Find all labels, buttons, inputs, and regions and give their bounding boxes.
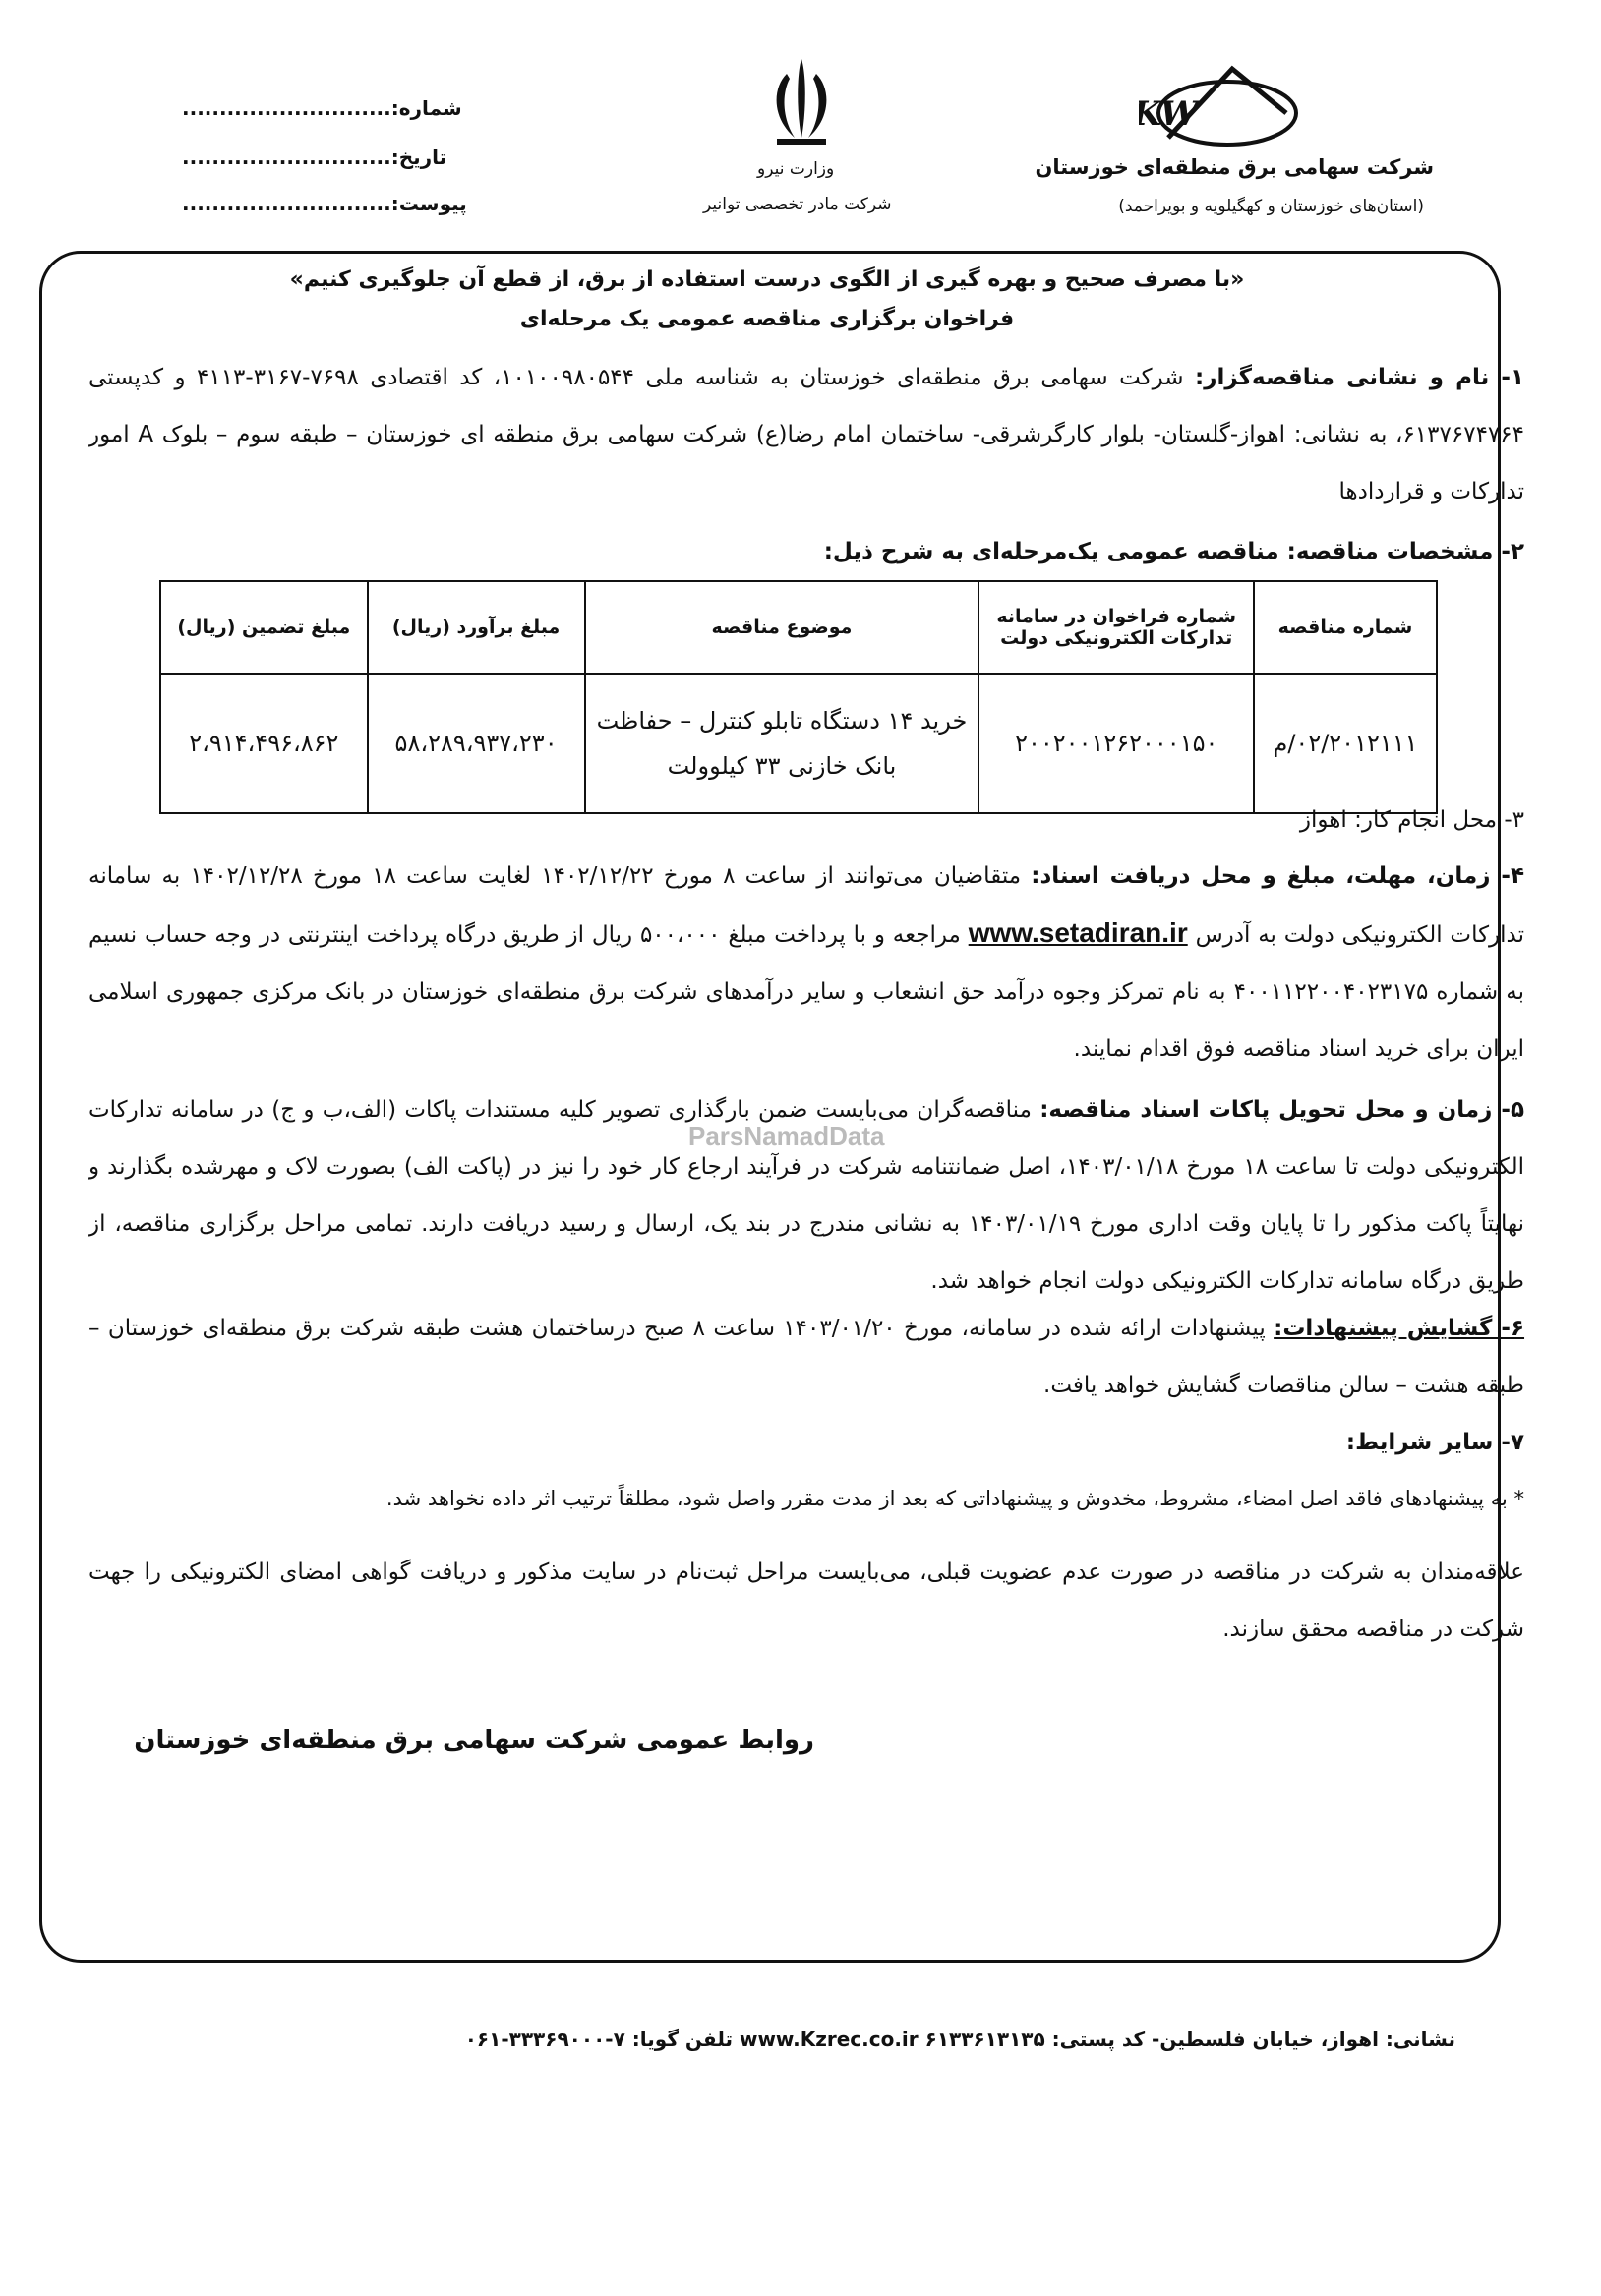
company-region: (استان‌های خوزستان و کهگیلویه و بویراحمد): [1118, 197, 1424, 216]
section-2: ۲- مشخصات مناقصه: مناقصه عمومی یک‌مرحله‌ای به شرح ذیل:: [823, 539, 1524, 564]
section-5-label: ۵- زمان و محل تحویل پاکات اسناد مناقصه:: [1039, 1097, 1524, 1123]
cell-call-number: ۲۰۰۲۰۰۱۲۶۲۰۰۰۱۵۰: [978, 674, 1254, 813]
emblem-icon: [757, 54, 846, 147]
col-guarantee: مبلغ تضمین (ریال): [160, 581, 368, 674]
slogan: «با مصرف صحیح و بهره گیری از الگوی درست استفاده از برق، از قطع آن جلوگیری کنیم»: [289, 267, 1245, 292]
setadiran-link[interactable]: www.setadiran.ir: [968, 917, 1188, 948]
section-4-label: ۴- زمان، مهلت، مبلغ و محل دریافت اسناد:: [1031, 863, 1525, 889]
section-6-text: پیشنهادات ارائه شده در سامانه، مورخ ۱۴۰۳/۰۱/۲۰ ساعت ۸ صبح درساختمان هشت طبقه شرکت برق منطقه‌ای خوزستان – طبقه هشت – سالن مناقصات گشایش خواهد یافت.: [89, 1316, 1524, 1398]
section-1-text: شرکت سهامی برق منطقه‌ای خوزستان به شناسه ملی ۱۰۱۰۰۹۸۰۵۴۴، کد اقتصادی ۷۶۹۸-۳۱۶۷-۴۱۱۳ و کدپستی ۶۱۳۷۶۷۴۷۶۴، به نشانی: اهواز-گلستان- بلوار کارگرشرقی- ساختمان امام رضا(ع) شرکت سهامی برق منطقه ای خوزستان – طبقه سوم – بلوک A امور تدارکات و قراردادها: [89, 365, 1524, 504]
svg-text:KW: KW: [1139, 94, 1198, 134]
parent-company: شرکت مادر تخصصی توانیر: [703, 195, 892, 214]
section-7-label: ۷- سایر شرایط:: [1345, 1430, 1524, 1455]
company-logo: [1139, 54, 1316, 162]
cell-estimate: ۵۸،۲۸۹،۹۳۷،۲۳۰: [368, 674, 585, 813]
section-5: [89, 1082, 1524, 1310]
company-name: شرکت سهامی برق منطقه‌ای خوزستان: [1035, 155, 1434, 179]
kzrec-logo-icon: [1139, 54, 1316, 162]
watermark: ParsNamadData: [688, 1121, 885, 1150]
section-6: [89, 1300, 1524, 1414]
section-5-text: مناقصه‌گران می‌بایست ضمن بارگذاری تصویر کلیه مستندات پاکات (الف،ب و ج) در سامانه تدارکات الکترونیکی دولت تا ساعت ۱۸ مورخ ۱۴۰۳/۰۱/۱۸، اصل ضمانتنامه شرکت در فرآیند ارجاع کار خود را نیز در (پاکت الف) بصورت لاک و مهرشده بگذارند و نهایتاً پاکت مذکور را تا پایان وقت اداری مورخ ۱۴۰۳/۰۱/۱۹ به نشانی مندرج در بند یک، ارسال و رسید دریافت دارند. تمامی مراحل برگزاری مناقصه، از طریق درگاه سامانه تدارکات الکترونیکی دولت انجام خواهد شد.: [89, 1097, 1525, 1294]
iran-emblem: [757, 54, 846, 147]
attachment-field: پیوست:............................: [182, 192, 467, 215]
tender-table: [159, 580, 1438, 814]
section-4-text-a: متقاضیان می‌توانند از ساعت ۸ مورخ ۱۴۰۲/۱۲/۲۲ لغایت ساعت ۱۸ مورخ ۱۴۰۲/۱۲/۲۸ به سامانه تدارکات الکترونیکی دولت به آدرس: [89, 863, 1525, 948]
document-title: فراخوان برگزاری مناقصه عمومی یک مرحله‌ای: [519, 307, 1015, 331]
registration-note: علاقه‌مندان به شرکت در مناقصه در صورت عدم عضویت قبلی، می‌بایست مراحل ثبت‌نام در سایت مذکور و دریافت گواهی امضای الکترونیکی را جهت شرکت در مناقصه محقق سازند.: [89, 1560, 1524, 1642]
cell-subject: خرید ۱۴ دستگاه تابلو کنترل – حفاظت بانک خازنی ۳۳ کیلوولت: [585, 674, 979, 813]
section-6-label: ۶- گشایش پیشنهادات:: [1274, 1316, 1525, 1341]
col-estimate: مبلغ برآورد (ریال): [368, 581, 585, 674]
col-call-number: شماره فراخوان در سامانه تدارکات الکترونیکی دولت: [978, 581, 1254, 674]
cell-guarantee: ۲،۹۱۴،۴۹۶،۸۶۲: [160, 674, 368, 813]
table-header-row: [160, 581, 1437, 674]
section-1: [89, 349, 1524, 520]
section-7-condition: * به پیشنهادهای فاقد اصل امضاء، مشروط، مخدوش و پیشنهاداتی که بعد از مدت مقرر واصل شود، مطلقاً ترتیب اثر داده نخواهد شد.: [385, 1487, 1524, 1510]
date-field: تاریخ:............................: [182, 146, 447, 169]
section-3: ۳- محل انجام کار: اهواز: [1299, 807, 1524, 833]
section-4: [89, 848, 1524, 1078]
footer-address: نشانی: اهواز، خیابان فلسطین- کد پستی: ۶۱۳۳۶۱۳۱۳۵ www.Kzrec.co.ir تلفن گویا: ۷-۳۳۳۶۹۰۰۰-۰۶۱: [464, 2028, 1455, 2051]
col-tender-number: شماره مناقصه: [1254, 581, 1437, 674]
cell-tender-number: ۰۲/۲۰۱۲۱۱۱/م: [1254, 674, 1437, 813]
number-field: شماره:............................: [182, 96, 462, 120]
section-4-text-b: مراجعه و با پرداخت مبلغ ۵۰۰،۰۰۰ ریال از طریق درگاه پرداخت اینترنتی در وجه حساب نسیم به شماره ۴۰۰۱۱۲۲۰۰۴۰۲۳۱۷۵ به نام تمرکز وجوه درآمد حق انشعاب و سایر درآمدهای شرکت برق منطقه‌ای خوزستان در بانک مرکزی جمهوری اسلامی ایران برای خرید اسناد مناقصه فوق اقدام نمایند.: [89, 922, 1524, 1062]
col-subject: موضوع مناقصه: [585, 581, 979, 674]
public-relations-signature: روابط عمومی شرکت سهامی برق منطقه‌ای خوزستان: [134, 1726, 814, 1755]
ministry-name: وزارت نیرو: [757, 159, 835, 179]
section-1-label: ۱- نام و نشانی مناقصه‌گزار:: [1195, 365, 1525, 390]
